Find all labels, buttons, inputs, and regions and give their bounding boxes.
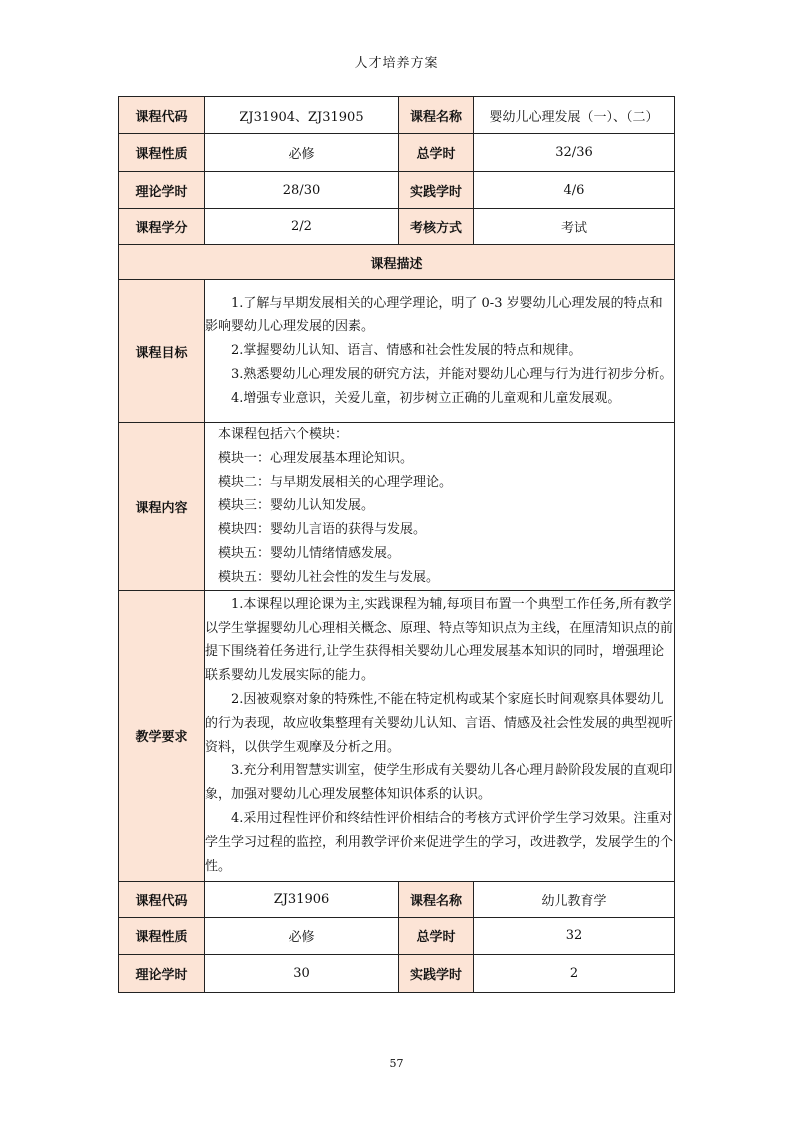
course-goals-label: 课程目标 — [119, 280, 205, 423]
total-hours-label: 总学时 — [399, 917, 474, 954]
page-header-title: 人才培养方案 — [354, 56, 439, 71]
practice-hours-label: 实践学时 — [399, 954, 474, 992]
course-content-label: 课程内容 — [119, 423, 205, 591]
course-type-value: 必修 — [205, 134, 399, 172]
course-type-value: 必修 — [205, 917, 399, 954]
module-item: 模块五：婴幼儿情绪情感发展。 — [218, 545, 401, 561]
course-description-title: 课程描述 — [119, 245, 675, 280]
course-name-label: 课程名称 — [399, 881, 474, 917]
goal-item: 2.掌握婴幼儿认知、语言、情感和社会性发展的特点和规律。 — [231, 343, 582, 359]
teaching-requirements-label: 教学要求 — [119, 590, 205, 881]
requirement-item: 3.充分利用智慧实训室，使学生形成有关婴幼儿各心理月龄阶段发展的直观印象，加强对婴幼儿心理发展整体知识体系的认识。 — [205, 763, 673, 803]
course-name-label: 课程名称 — [399, 97, 474, 134]
course-content-row — [119, 423, 675, 591]
teaching-requirements-body — [205, 590, 675, 881]
course1-theory-row — [119, 172, 675, 209]
module-item: 模块一：心理发展基本理论知识。 — [218, 450, 414, 466]
requirement-item: 1.本课程以理论课为主,实践课程为辅,每项目布置一个典型工作任务,所有教学以学生掌握婴幼儿心理相关概念、原理、特点等知识点为主线，在厘清知识点的前提下围绕着任务进行,让学生获得相关婴幼儿心理发展基本知识的同时，增强理论联系婴幼儿发展实际的能力。 — [205, 596, 674, 684]
course2-theory-row — [119, 954, 675, 992]
page-number: 57 — [389, 1057, 404, 1070]
course2-type-row — [119, 917, 675, 954]
goal-item: 4.增强专业意识，关爱儿童，初步树立正确的儿童观和儿童发展观。 — [231, 390, 621, 406]
course1-credits-row — [119, 209, 675, 245]
theory-hours-value: 28/30 — [205, 172, 399, 209]
assessment-label: 考核方式 — [399, 209, 474, 245]
course-goals-content — [205, 280, 675, 423]
goal-item: 3.熟悉婴幼儿心理发展的研究方法，并能对婴幼儿心理与行为进行初步分析。 — [231, 366, 673, 382]
practice-hours-value: 4/6 — [474, 172, 675, 209]
module-item: 模块四：婴幼儿言语的获得与发展。 — [218, 522, 427, 538]
course-description-row — [119, 245, 675, 280]
requirement-item: 2.因被观察对象的特殊性,不能在特定机构或某个家庭长时间观察具体婴幼儿的行为表现，故应收集整理有关婴幼儿认知、言语、情感及社会性发展的典型视听资料，以供学生观摩及分析之用。 — [205, 691, 674, 755]
course-type-label: 课程性质 — [119, 917, 205, 954]
course1-code-row — [119, 97, 675, 134]
total-hours-label: 总学时 — [399, 134, 474, 172]
total-hours-value: 32/36 — [474, 134, 675, 172]
credits-label: 课程学分 — [119, 209, 205, 245]
course-code-value: ZJ31904、ZJ31905 — [205, 97, 399, 134]
course1-type-row — [119, 134, 675, 172]
total-hours-value: 32 — [474, 917, 675, 954]
assessment-value: 考试 — [474, 209, 675, 245]
course-code-label: 课程代码 — [119, 881, 205, 917]
course-name-value: 婴幼儿心理发展（一）、（二） — [474, 97, 675, 134]
course-name-value: 幼儿教育学 — [474, 881, 675, 917]
content-intro: 本课程包括六个模块： — [218, 427, 349, 442]
course-code-value: ZJ31906 — [205, 881, 399, 917]
practice-hours-value: 2 — [474, 954, 675, 992]
module-item: 模块二：与早期发展相关的心理学理论。 — [218, 474, 453, 490]
course-content-body — [205, 423, 675, 591]
teaching-requirements-row — [119, 590, 675, 881]
theory-hours-label: 理论学时 — [119, 172, 205, 209]
practice-hours-label: 实践学时 — [399, 172, 474, 209]
requirement-item: 4.采用过程性评价和终结性评价相结合的考核方式评价学生学习效果。注重对学生学习过程的监控，利用教学评价来促进学生的学习，改进教学，发展学生的个性。 — [205, 810, 674, 874]
course-table — [118, 96, 675, 993]
course-code-label: 课程代码 — [119, 97, 205, 134]
module-item: 模块五：婴幼儿社会性的发生与发展。 — [218, 569, 440, 585]
theory-hours-value: 30 — [205, 954, 399, 992]
goal-item: 1.了解与早期发展相关的心理学理论，明了 0-3 岁婴幼儿心理发展的特点和影响婴幼儿心理发展的因素。 — [205, 295, 663, 335]
course-type-label: 课程性质 — [119, 134, 205, 172]
credits-value: 2/2 — [205, 209, 399, 245]
theory-hours-label: 理论学时 — [119, 954, 205, 992]
module-item: 模块三：婴幼儿认知发展。 — [218, 498, 375, 514]
course-goals-row — [119, 280, 675, 423]
course2-code-row — [119, 881, 675, 917]
